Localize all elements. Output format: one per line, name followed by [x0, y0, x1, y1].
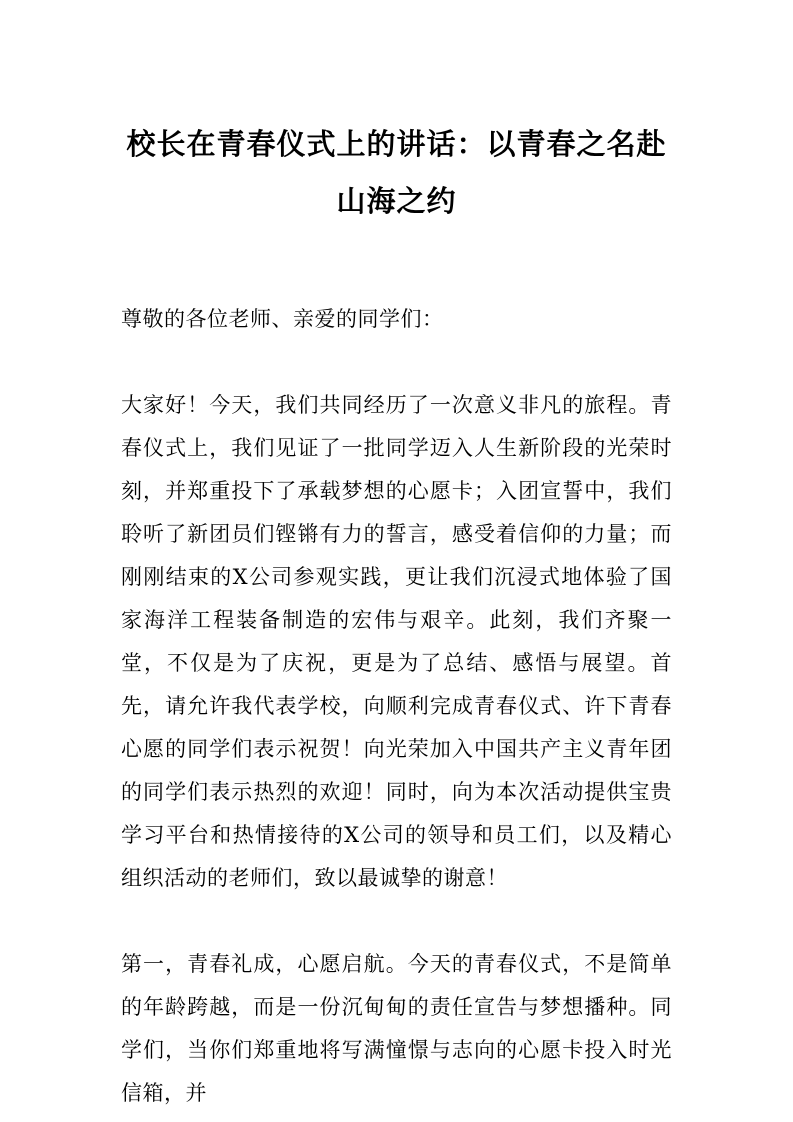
- document-title: 校长在青春仪式上的讲话：以青春之名赴山海之约: [126, 127, 667, 218]
- paragraph-body-1: 大家好！今天，我们共同经历了一次意义非凡的旅程。青春仪式上，我们见证了一批同学迈入人生新阶段的光荣时刻，并郑重投下了承载梦想的心愿卡；入团宣誓中，我们聆听了新团员们铿锵有力的誓言，感受着信仰的力量；而刚刚结束的X公司参观实践，更让我们沉浸式地体验了国家海洋工程装备制造的宏伟与艰辛。此刻，我们齐聚一堂，不仅是为了庆祝，更是为了总结、感悟与展望。首先，请允许我代表学校，向顺利完成青春仪式、许下青春心愿的同学们表示祝贺！向光荣加入中国共产主义青年团的同学们表示热烈的欢迎！同时，向为本次活动提供宝贵学习平台和热情接待的X公司的领导和员工们，以及精心组织活动的老师们，致以最诚挚的谢意！: [121, 393, 672, 890]
- paragraph-greeting: 尊敬的各位老师、亲爱的同学们：: [121, 307, 444, 331]
- paragraph-body-2: 第一，青春礼成，心愿启航。今天的青春仪式，不是简单的年龄跨越，而是一份沉甸甸的责任宣告与梦想播种。同学们，当你们郑重地将写满憧憬与志向的心愿卡投入时光信箱，并: [121, 952, 672, 1105]
